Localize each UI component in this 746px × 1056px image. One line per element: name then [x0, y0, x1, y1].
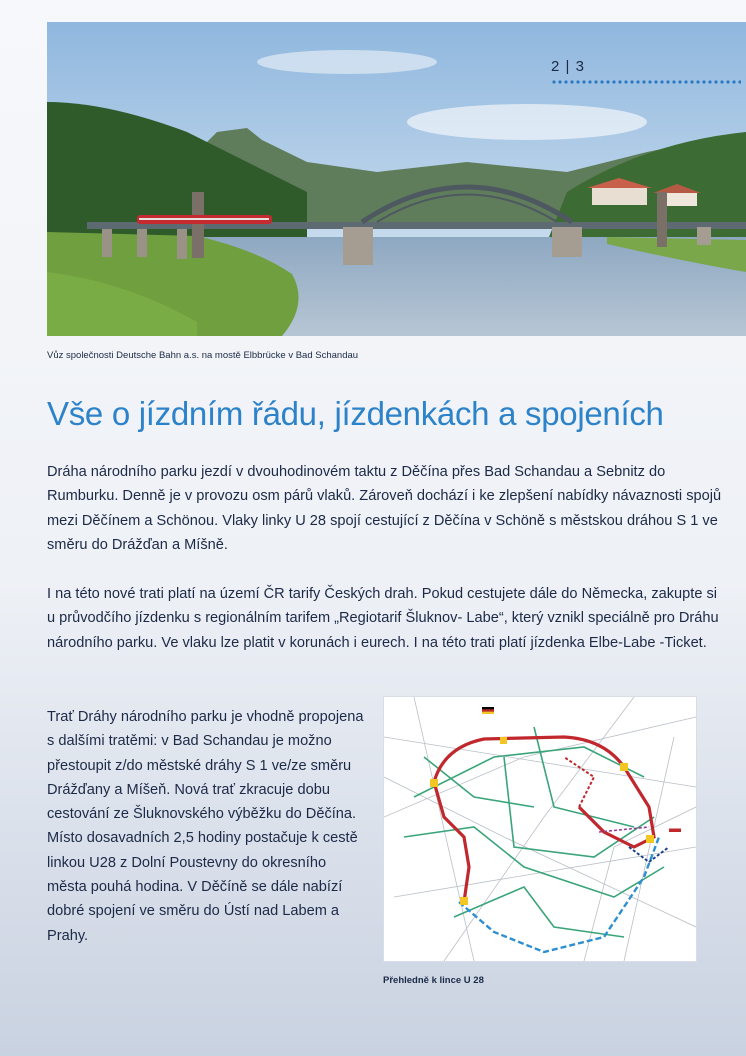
page-number-divider [551, 80, 741, 84]
page-number: 2 | 3 [551, 58, 585, 75]
paragraph-connections: Trať Dráhy národního parku je vhodně propojena s dalšími tratěmi: v Bad Schandau je možno přestoupit z/do městské dráhy S 1 ve/ze směru Drážďany a Míšeň. Nová trať zkracuje dobu cestování ze Šluknovského výběžku do Děčína. Místo dosavadních 2,5 hodiny postačuje k cestě linkou U28 z Dolní Poustevny do okresního města pouhá hodina. V Děčíně se dále nabízí dobré spojení ve směru do Ústí nad Labem a Prahy. [47, 709, 364, 944]
hero-photo [47, 22, 746, 336]
map-caption: Přehledně k lince U 28 [383, 975, 484, 986]
elbe-bridge-illustration [47, 22, 746, 336]
paragraph-tickets: I na této nové trati platí na území ČR tarify Českých drah. Pokud cestujete dále do Německa, zakupte si u průvodčího jízdenku s regionálním tarifem „Regiotarif Šluknov- Labe“, který vznikl speciálně pro Dráhu národního parku. Ve vlaku lze platit v korunách i eurech. I na této trati platí jízdenka Elbe-Labe -Ticket. [47, 586, 719, 651]
article-title: Vše o jízdním řádu, jízdenkách a spojeních [47, 395, 664, 432]
route-map [383, 696, 697, 962]
route-map-graphic [384, 697, 696, 961]
paragraph-timetable: Dráha národního parku jezdí v dvouhodinovém taktu z Děčína přes Bad Schandau a Sebnitz do Rumburku. Denně je v provozu osm párů vlaků. Zároveň dochází i ke zlepšení nabídky návaznosti spojů mezi Děčínem a Schönou. Vlaky linky U 28 spojí cestující z Děčína v Schöně s městskou dráhou S 1 ve směru do Drážďan a Míšně. [47, 464, 722, 553]
hero-caption: Vůz společnosti Deutsche Bahn a.s. na mostě Elbbrücke v Bad Schandau [47, 350, 359, 361]
